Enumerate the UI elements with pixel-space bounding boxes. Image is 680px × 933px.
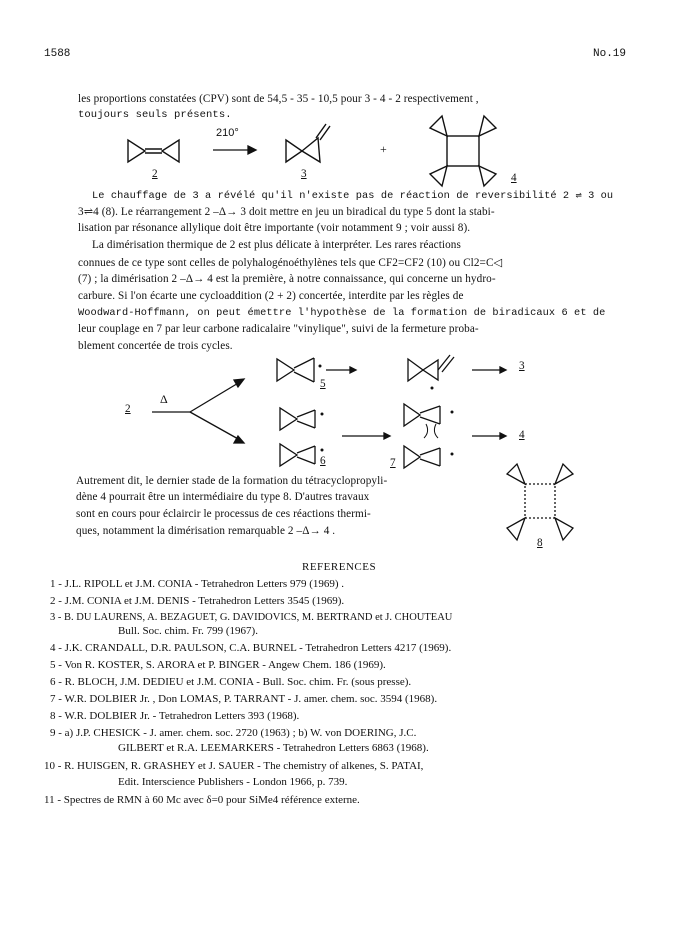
branch-arrow-up — [234, 379, 244, 387]
para3-line1: La dimérisation thermique de 2 est plus délicate à interpréter. Les rares réactions — [92, 239, 461, 251]
reference-item: GILBERT et R.A. LEEMARKERS - Tetrahedron Letters 6863 (1968). — [118, 742, 429, 754]
para3-line2: connues de ce type sont celles de polyhalogénoéthylènes tels que CF2=CF2 (10) ou Cl2=C◁ — [78, 257, 503, 269]
reference-item: 8 - W.R. DOLBIER Jr. - Tetrahedron Letters 393 (1968). — [50, 710, 300, 722]
para1-line1: les proportions constatées (CPV) sont de 54,5 - 35 - 10,5 pour 3 - 4 - 2 respectivement , — [78, 93, 479, 105]
compound-8-structure — [495, 462, 615, 552]
radical-dots — [319, 365, 454, 456]
label-4-scheme2: 4 — [519, 429, 525, 441]
label-8: 8 — [537, 537, 543, 549]
para4-line1: Autrement dit, le dernier stade de la formation du tétracyclopropyli- — [76, 475, 388, 487]
label-5: 5 — [320, 378, 326, 390]
para4-line3: sont en cours pour éclaircir le processus de ces réactions thermi- — [76, 508, 371, 520]
reference-item: 2 - J.M. CONIA et J.M. DENIS - Tetrahedron Letters 3545 (1969). — [50, 595, 345, 607]
para3-line5: Woodward-Hoffmann, on peut émettre l'hypothèse de la formation de biradicaux 6 et de — [78, 307, 606, 319]
reference-item: 5 - Von R. KOSTER, S. ARORA et P. BINGER - Angew Chem. 186 (1969). — [50, 659, 386, 671]
para2-line3: lisation par résonance allylique doit être importante (voir notamment 9 ; voir aussi 8). — [78, 222, 471, 234]
reference-item: 7 - W.R. DOLBIER Jr. , Don LOMAS, P. TARRANT - J. amer. chem. soc. 3594 (1968). — [50, 693, 438, 705]
references-heading: REFERENCES — [302, 561, 377, 573]
para2-line1: Le chauffage de 3 a révélé qu'il n'existe pas de réaction de reversibilité 2 ⇌ 3 ou — [92, 190, 614, 202]
temp-label: 210° — [216, 127, 239, 139]
reference-item: Bull. Soc. chim. Fr. 799 (1967). — [118, 625, 258, 637]
label-2: 2 — [152, 168, 158, 180]
label-3-scheme2: 3 — [519, 360, 525, 372]
reference-item: 6 - R. BLOCH, J.M. DEDIEU et J.M. CONIA - Bull. Soc. chim. Fr. (sous presse). — [50, 676, 412, 688]
reference-item: 1 - J.L. RIPOLL et J.M. CONIA - Tetrahedron Letters 979 (1969) . — [50, 578, 345, 590]
delta-label: Δ — [160, 392, 168, 406]
reference-item: 4 - J.K. CRANDALL, D.R. PAULSON, C.A. BURNEL - Tetrahedron Letters 4217 (1969). — [50, 642, 452, 654]
page-number: 1588 — [44, 48, 71, 60]
para1-line2: toujours seuls présents. — [78, 109, 232, 121]
label-3: 3 — [301, 168, 307, 180]
reference-item: Edit. Interscience Publishers - London 1966, p. 739. — [118, 776, 348, 788]
reference-item: 3 - B. DU LAURENS, A. BEZAGUET, G. DAVIDOVICS, M. BERTRAND et J. CHOUTEAU — [50, 612, 453, 623]
plus-sign: + — [380, 142, 387, 156]
para4-line4: ques, notamment la dimérisation remarquable 2 –Δ→ 4 . — [76, 525, 336, 537]
label-6: 6 — [320, 455, 326, 467]
label-2-scheme2: 2 — [125, 403, 131, 415]
para2-line2: 3⇌4 (8). Le réarrangement 2 –Δ→ 3 doit mettre en jeu un biradical du type 5 dont la stabi- — [78, 206, 495, 218]
label-7: 7 — [390, 457, 396, 469]
reference-item: 9 - a) J.P. CHESICK - J. amer. chem. soc. 2720 (1963) ; b) W. von DOERING, J.C. — [50, 727, 417, 739]
label-4: 4 — [511, 172, 517, 184]
reference-item: 10 - R. HUISGEN, R. GRASHEY et J. SAUER - The chemistry of alkenes, S. PATAI, — [44, 760, 424, 772]
reference-item: 11 - Spectres de RMN à 60 Mc avec δ=0 pour SiMe4 référence externe. — [44, 794, 360, 806]
issue-number: No.19 — [593, 48, 627, 60]
para3-line6: leur couplage en 7 par leur carbone radicalaire "vinylique", suivi de la fermeture proba- — [78, 323, 479, 335]
para3-line4: carbure. Si l'on écarte une cycloaddition (2 + 2) concertée, interdite par les règles de — [78, 290, 464, 302]
para3-line7: blement concertée de trois cycles. — [78, 340, 233, 352]
para3-line3: (7) ; la dimérisation 2 –Δ→ 4 est la première, à notre connaissance, qui concerne un hydro- — [78, 273, 496, 285]
para4-line2: dène 4 pourrait être un intermédiaire du type 8. D'autres travaux — [76, 491, 370, 503]
